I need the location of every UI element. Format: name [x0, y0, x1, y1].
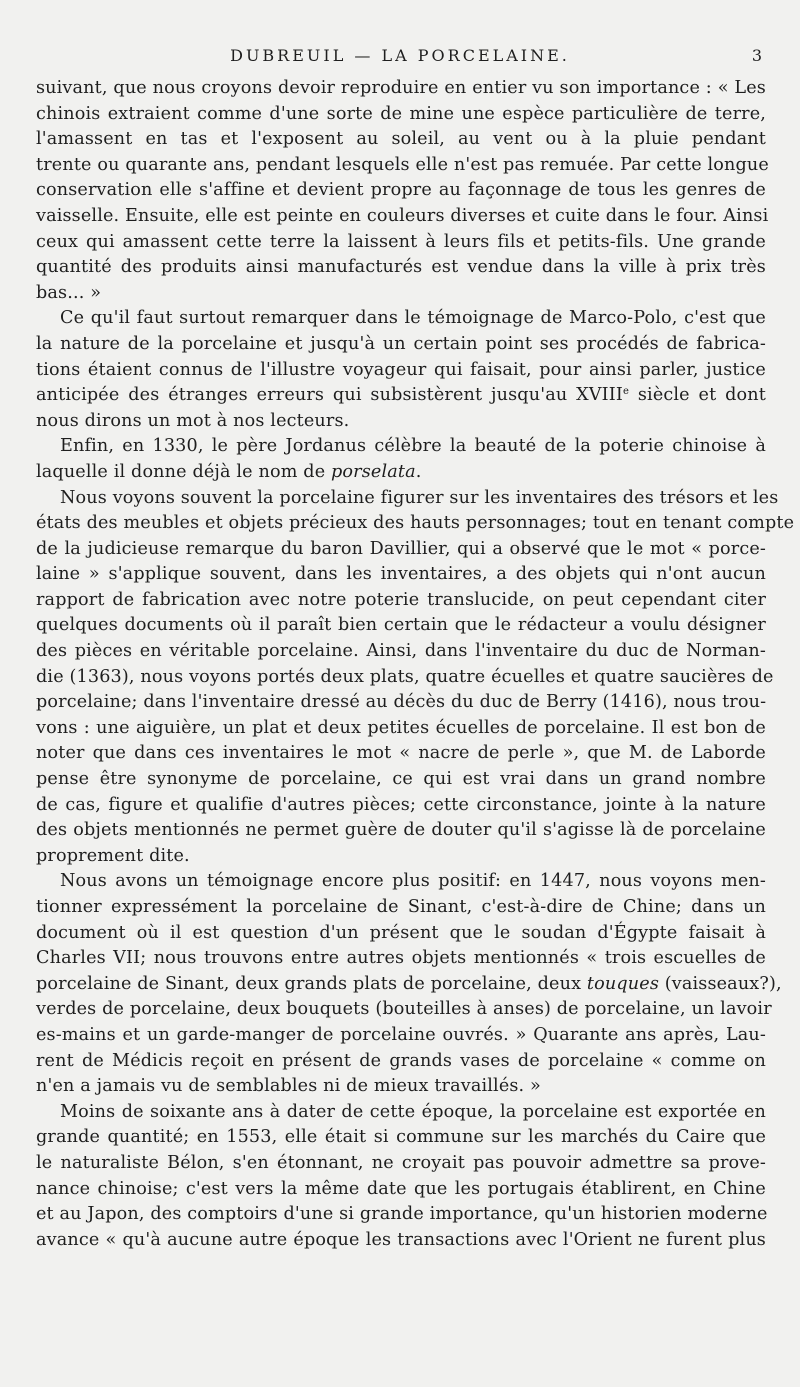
text-line: verdes de porcelaine, deux bouquets (bouteilles à anses) de porcelaine, un lavoir — [36, 999, 772, 1020]
text-line: ceux qui amassent cette terre la laissent à leurs fils et petits-fils. Une grande — [36, 231, 766, 252]
text-span: (vaisseaux?), — [659, 973, 782, 994]
text-line: le naturaliste Bélon, s'en étonnant, ne croyait pas pouvoir admettre sa prove- — [36, 1152, 766, 1173]
text-line: pense être synonyme de porcelaine, ce qui est vrai dans un grand nombre — [36, 769, 766, 790]
text-line: Enfin, en 1330, le père Jordanus célèbre la beauté de la poterie chinoise à — [60, 436, 766, 457]
text-line: nance chinoise; c'est vers la même date que les portugais établirent, en Chine — [36, 1178, 766, 1199]
text-line: Nous voyons souvent la porcelaine figurer sur les inventaires des trésors et les — [60, 487, 779, 508]
text-line: grande quantité; en 1553, elle était si commune sur les marchés du Caire que — [36, 1127, 766, 1148]
text-line: rent de Médicis reçoit en présent de grands vases de porcelaine « comme on — [36, 1050, 766, 1071]
text-span: porcelaine de Sinant, deux grands plats de porcelaine, deux — [36, 973, 587, 994]
text-line: suivant, que nous croyons devoir reproduire en entier vu son importance : « Les — [36, 78, 766, 98]
text-line: des objets mentionnés ne permet guère de douter qu'il s'agisse là de porcelaine — [36, 820, 766, 841]
text-line: document où il est question d'un présent que le soudan d'Égypte faisait à — [36, 922, 766, 943]
text-line: die (1363), nous voyons portés deux plats, quatre écuelles et quatre saucières de — [36, 666, 774, 687]
text-line — [36, 460, 766, 486]
text-line: nous dirons un mot à nos lecteurs. — [36, 410, 350, 431]
text-line: états des meubles et objets précieux des hauts personnages; tout en tenant compte — [36, 513, 795, 534]
text-line: trente ou quarante ans, pendant lesquels elle n'est pas remuée. Par cette longue — [36, 154, 769, 175]
text-line: quantité des produits ainsi manufacturés est vendue dans la ville à prix très — [36, 257, 766, 278]
text-line: vons : une aiguière, un plat et deux petites écuelles de porcelaine. Il est bon de — [36, 717, 766, 738]
text-line: la nature de la porcelaine et jusqu'à un certain point ses procédés de fabrica- — [36, 333, 766, 354]
text-line: proprement dite. — [36, 845, 190, 866]
text-line: l'amassent en tas et l'exposent au soleil, au vent ou à la pluie pendant — [36, 129, 766, 150]
italic-term: touques — [586, 973, 659, 994]
text-line: noter que dans ces inventaires le mot « nacre de perle », que M. de Laborde — [36, 743, 766, 764]
text-span: . — [415, 461, 422, 482]
text-line: chinois extraient comme d'une sorte de mine une espèce particulière de terre, — [36, 103, 766, 124]
text-line: n'en a jamais vu de semblables ni de mieux travaillés. » — [36, 1076, 541, 1097]
text-line: Ce qu'il faut surtout remarquer dans le témoignage de Marco-Polo, c'est que — [60, 308, 766, 329]
text-line: de cas, figure et qualifie d'autres pièces; cette circonstance, jointe à la nature — [36, 794, 766, 815]
text-line: laine » s'applique souvent, dans les inventaires, a des objets qui n'ont aucun — [36, 564, 766, 585]
page-number: 3 — [751, 46, 762, 65]
text-line: et au Japon, des comptoirs d'une si grande importance, qu'un historien moderne — [36, 1204, 768, 1225]
text-line: de la judicieuse remarque du baron Davillier, qui a observé que le mot « porce- — [36, 538, 766, 559]
running-title: DUBREUIL — LA PORCELAINE. — [230, 46, 570, 65]
text-line: des pièces en véritable porcelaine. Ainsi, dans l'inventaire du duc de Norman- — [36, 641, 766, 662]
text-line: Charles VII; nous trouvons entre autres objets mentionnés « trois escuelles de — [36, 948, 766, 969]
text-line: tionner expressément la porcelaine de Sinant, c'est-à-dire de Chine; dans un — [36, 897, 766, 917]
text-line: quelques documents où il paraît bien certain que le rédacteur a voulu désigner — [36, 615, 766, 636]
text-line — [36, 972, 782, 998]
text-line: Nous avons un témoignage encore plus positif: en 1447, nous voyons men- — [60, 871, 766, 892]
text-line: conservation elle s'affine et devient propre au façonnage de tous les genres de — [36, 180, 766, 201]
text-line: Moins de soixante ans à dater de cette époque, la porcelaine est exportée en — [60, 1101, 766, 1122]
text-span: laquelle il donne déjà le nom de — [36, 461, 332, 482]
body-text — [36, 76, 795, 1253]
text-line — [36, 383, 766, 409]
text-line: porcelaine; dans l'inventaire dressé au décès du duc de Berry (1416), nous trou- — [36, 692, 767, 713]
text-line: tions étaient connus de l'illustre voyageur qui faisait, pour ainsi parler, justice — [36, 359, 766, 380]
text-span: anticipée des étranges erreurs qui subsistèrent jusqu'au XVIII — [36, 385, 623, 406]
text-span: siècle et dont — [629, 385, 766, 406]
text-line: vaisselle. Ensuite, elle est peinte en couleurs diverses et cuite dans le four. Ainsi — [36, 205, 769, 226]
text-line: bas... » — [36, 282, 102, 303]
text-line: avance « qu'à aucune autre époque les transactions avec l'Orient ne furent plus — [36, 1229, 766, 1250]
running-head — [0, 44, 800, 68]
superscript: e — [622, 386, 630, 398]
text-line: rapport de fabrication avec notre poterie translucide, on peut cependant citer — [36, 589, 766, 610]
italic-term: porselata — [331, 461, 416, 482]
text-line: es-mains et un garde-manger de porcelaine ouvrés. » Quarante ans après, Lau- — [36, 1024, 766, 1045]
